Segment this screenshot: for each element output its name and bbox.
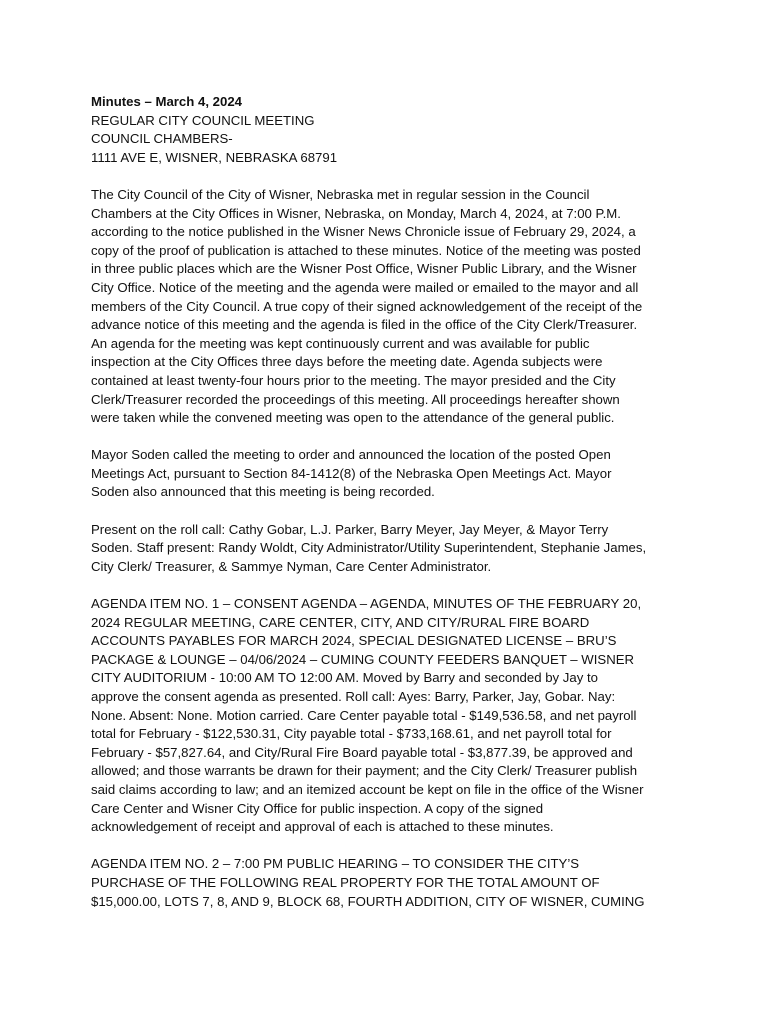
paragraph-roll-call (91, 521, 691, 577)
paragraph-line: acknowledgement of receipt and approval of each is attached to these minutes. (91, 819, 554, 835)
paragraph-agenda-item-1 (91, 595, 691, 837)
paragraph-line: PURCHASE OF THE FOLLOWING REAL PROPERTY FOR THE TOTAL AMOUNT OF (91, 874, 600, 890)
paragraph-line: The City Council of the City of Wisner, Nebraska met in regular session in the Council (91, 186, 590, 202)
minutes-title: Minutes – March 4, 2024 (91, 94, 242, 109)
paragraph-line: City Clerk/ Treasurer, & Sammye Nyman, Care Center Administrator. (91, 558, 492, 574)
paragraph-line: ACCOUNTS PAYABLES FOR MARCH 2024, SPECIAL DESIGNATED LICENSE – BRU’S (91, 633, 617, 649)
paragraph-line: were taken while the convened meeting was open to the attendance of the general public. (91, 410, 615, 426)
paragraph-line: approve the consent agenda as presented. Roll call: Ayes: Barry, Parker, Jay, Gobar. Nay: (91, 689, 616, 704)
paragraph-line: contained at least twenty-four hours prior to the meeting. The mayor presided and the City (91, 372, 616, 388)
paragraph-line: An agenda for the meeting was kept continuously current and was available for public (91, 335, 590, 351)
paragraph-line: Soden. Staff present: Randy Woldt, City Administrator/Utility Superintendent, Stephanie James, (91, 540, 647, 556)
meeting-type: REGULAR CITY COUNCIL MEETING (91, 112, 315, 128)
paragraph-line: Chambers at the City Offices in Wisner, Nebraska, on Monday, March 4, 2024, at 7:00 P.M. (91, 205, 621, 221)
paragraph-line: allowed; and those warrants be drawn for their payment; and the City Clerk/ Treasurer publish (91, 763, 638, 779)
paragraph-line: Meetings Act, pursuant to Section 84-1412(8) of the Nebraska Open Meetings Act. Mayor (91, 465, 612, 481)
paragraph-line: February - $57,827.64, and City/Rural Fire Board payable total - $3,877.39, be approved and (91, 744, 633, 760)
paragraph-line: copy of the proof of publication is attached to these minutes. Notice of the meeting was posted (91, 242, 641, 258)
paragraph-line: AGENDA ITEM NO. 2 – 7:00 PM PUBLIC HEARING – TO CONSIDER THE CITY’S (91, 856, 580, 872)
paragraph-line: total for February - $122,530.31, City payable total - $733,168.61, and net payroll total for (91, 726, 612, 742)
paragraph-line: Clerk/Treasurer recorded the proceedings of this meeting. All proceedings hereafter shown (91, 391, 620, 407)
paragraph-line: None. Absent: None. Motion carried. Care Center payable total - $149,536.58, and net payroll (91, 707, 637, 723)
paragraph-line: inspection at the City Offices three days before the meeting date. Agenda subjects were (91, 354, 603, 370)
meeting-location: COUNCIL CHAMBERS- (91, 131, 233, 147)
paragraph-line: advance notice of this meeting and the agenda is filed in the office of the City Clerk/Treasurer. (91, 317, 638, 333)
paragraph-meeting-notice (91, 186, 691, 428)
paragraph-line: Soden also announced that this meeting is being recorded. (91, 484, 435, 500)
paragraph-line: said claims according to law; and an itemized account be kept on file in the office of the Wisner (91, 781, 644, 797)
paragraph-line: City Office. Notice of the meeting and the agenda were mailed or emailed to the mayor and all (91, 279, 639, 295)
paragraph-line: $15,000.00, LOTS 7, 8, AND 9, BLOCK 68, FOURTH ADDITION, CITY OF WISNER, CUMING (91, 893, 645, 909)
paragraph-line: Mayor Soden called the meeting to order and announced the location of the posted Open (91, 447, 611, 463)
minutes-header (91, 93, 691, 167)
paragraph-line: members of the City Council. A true copy of their signed acknowledgement of the receipt of the (91, 298, 643, 314)
paragraph-line: PACKAGE & LOUNGE – 04/06/2024 – CUMING COUNTY FEEDERS BANQUET – WISNER (91, 651, 635, 667)
document-page (91, 93, 691, 930)
paragraph-call-to-order (91, 446, 691, 502)
paragraph-line: AGENDA ITEM NO. 1 – CONSENT AGENDA – AGENDA, MINUTES OF THE FEBRUARY 20, (91, 596, 642, 612)
meeting-address: 1111 AVE E, WISNER, NEBRASKA 68791 (91, 149, 338, 165)
paragraph-line: according to the notice published in the Wisner News Chronicle issue of February 29, 2024, a (91, 224, 636, 240)
paragraph-line: Care Center and Wisner City Office for public inspection. A copy of the signed (91, 800, 544, 816)
paragraph-agenda-item-2 (91, 855, 691, 911)
paragraph-line: in three public places which are the Wisner Post Office, Wisner Public Library, and the Wisner (91, 261, 637, 277)
paragraph-line: 2024 REGULAR MEETING, CARE CENTER, CITY, AND CITY/RURAL FIRE BOARD (91, 614, 590, 630)
paragraph-line: CITY AUDITORIUM - 10:00 AM TO 12:00 AM. Moved by Barry and seconded by Jay to (91, 670, 598, 686)
paragraph-line: Present on the roll call: Cathy Gobar, L.J. Parker, Barry Meyer, Jay Meyer, & Mayor Terry (91, 521, 609, 537)
